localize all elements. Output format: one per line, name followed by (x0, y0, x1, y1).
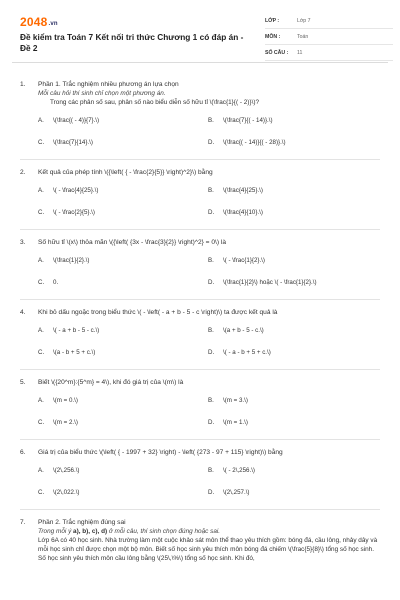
question-text: Số hữu tỉ \(x\) thỏa mãn \({\left( {3x - \frac{3}{2}} \right)^2} = 0\) là (38, 239, 227, 246)
page-header (12, 0, 388, 63)
question-1 (20, 80, 380, 160)
options (38, 325, 380, 358)
option-b[interactable]: B. \(m = 3.\) (208, 397, 248, 404)
question-number: 6. (20, 449, 26, 456)
options (38, 465, 380, 498)
option-d[interactable]: D. \(\frac{4}{10}.\) (208, 209, 263, 216)
option-d[interactable]: D. \(\frac{( - 14)}{( - 28)}.\) (208, 139, 286, 146)
option-a[interactable]: A. \(\frac{1}{2}.\) (38, 257, 90, 264)
options (38, 185, 380, 218)
part-title: Phần 1. Trắc nghiệm nhiều phương án lựa chọn (38, 81, 179, 88)
option-c[interactable]: C. \( - \frac{2}{5}.\) (38, 209, 95, 216)
options (38, 115, 380, 148)
option-b[interactable]: B. \(\frac{4}{25}.\) (208, 187, 263, 194)
option-b[interactable]: B. \( - 2\,256.\) (208, 467, 255, 474)
part-title: Phần 2. Trắc nghiệm đúng sai (38, 519, 126, 526)
divider (20, 159, 380, 160)
option-c[interactable]: C. \(\frac{7}{14}.\) (38, 139, 93, 146)
meta-value: Toán (297, 33, 309, 40)
option-c[interactable]: C. \(a - b + 5 + c.\) (38, 349, 96, 356)
question-number: 3. (20, 239, 26, 246)
option-b[interactable]: B. \(\frac{7}{( - 14)}.\) (208, 117, 273, 124)
question-number: 1. (20, 81, 26, 88)
divider (20, 299, 380, 300)
question-3 (20, 238, 380, 300)
logo-text: 2048 (20, 15, 48, 29)
divider (20, 229, 380, 230)
meta-value: 11 (297, 49, 303, 56)
question-text: Biết \({20^m}:{5^m} = 4\), khi đó giá trị của \(m\) là (38, 379, 184, 386)
options (38, 255, 380, 288)
option-b[interactable]: B. \(a + b - 5 - c.\) (208, 327, 264, 334)
meta-key: LỚP : (265, 17, 280, 24)
divider (20, 369, 380, 370)
question-number: 2. (20, 169, 26, 176)
exam-content (20, 80, 380, 563)
option-a[interactable]: A. \(\frac{( - 4)}{7}.\) (38, 117, 100, 124)
meta-row-class (265, 13, 393, 29)
option-c[interactable]: C. 0. (38, 279, 59, 286)
option-a[interactable]: A. \( - \frac{4}{25}.\) (38, 187, 99, 194)
question-number: 7. (20, 519, 26, 526)
question-5 (20, 378, 380, 440)
meta-key: SỐ CÂU : (265, 49, 289, 56)
question-text: Khi bỏ dấu ngoặc trong biểu thức \( - \left( - a + b - 5 - c \right)\) ta được kết quả là (38, 309, 278, 316)
question-2 (20, 168, 380, 230)
option-a[interactable]: A. \(2\,256.\) (38, 467, 80, 474)
option-c[interactable]: C. \(m = 2.\) (38, 419, 78, 426)
option-b[interactable]: B. \( - \frac{1}{2}.\) (208, 257, 265, 264)
question-7 (20, 518, 380, 563)
divider (20, 509, 380, 510)
option-a[interactable]: A. \(m = 0.\) (38, 397, 78, 404)
option-a[interactable]: A. \( - a + b - 5 - c.\) (38, 327, 100, 334)
question-number: 5. (20, 379, 26, 386)
question-6 (20, 448, 380, 510)
question-text: Lớp 6A có 40 học sinh. Nhà trường làm một cuộc khảo sát môn thể thao yêu thích gồm: bóng đá, cầu lông, nhảy dây và mỗi học sinh chỉ được chọn một bộ môn. Biết số học sinh yêu thích môn bóng đá chiếm \(\frac{5}{8}\) tổng số học sinh. Số học sinh yêu thích môn cầu lông bằng \(25\,\%\) tổng số học sinh. Khi đó, (38, 537, 378, 562)
meta-value: Lớp 7 (297, 17, 311, 24)
options (38, 395, 380, 428)
question-text: Kết quả của phép tính \({\left( { - \frac{2}{5}} \right)^2}\) bằng (38, 169, 213, 176)
option-d[interactable]: D. \( - a - b + 5 + c.\) (208, 349, 271, 356)
document-title: Đề kiểm tra Toán 7 Kết nối tri thức Chương 1 có đáp án - Đề 2 (20, 32, 244, 53)
option-d[interactable]: D. \(\frac{1}{2}\) hoặc \( - \frac{1}{2}.\) (208, 279, 317, 286)
site-logo[interactable] (20, 15, 58, 29)
meta-row-subject (265, 29, 393, 45)
part-instruction: Mỗi câu hỏi thí sinh chỉ chọn một phương án. (38, 90, 166, 97)
question-number: 4. (20, 309, 26, 316)
question-text: Giá trị của biểu thức \(\left( { - 1997 + 32} \right) - \left( {273 - 97 + 115} \right)\) bằng (38, 449, 283, 456)
question-4 (20, 308, 380, 370)
question-text: Trong các phân số sau, phân số nào biểu diễn số hữu tỉ \(\frac{1}{( - 2)}\)? (50, 99, 260, 106)
meta-key: MÔN : (265, 33, 281, 40)
option-c[interactable]: C. \(2\,022.\) (38, 489, 80, 496)
meta-row-count (265, 45, 393, 61)
part-instruction: Trong mỗi ý a), b), c), d) ở mỗi câu, thí sinh chọn đúng hoặc sai. (38, 528, 221, 535)
divider (20, 439, 380, 440)
option-d[interactable]: D. \(2\,257.\) (208, 489, 250, 496)
option-d[interactable]: D. \(m = 1.\) (208, 419, 248, 426)
exam-meta (265, 13, 393, 61)
logo-suffix: .vn (48, 21, 58, 27)
